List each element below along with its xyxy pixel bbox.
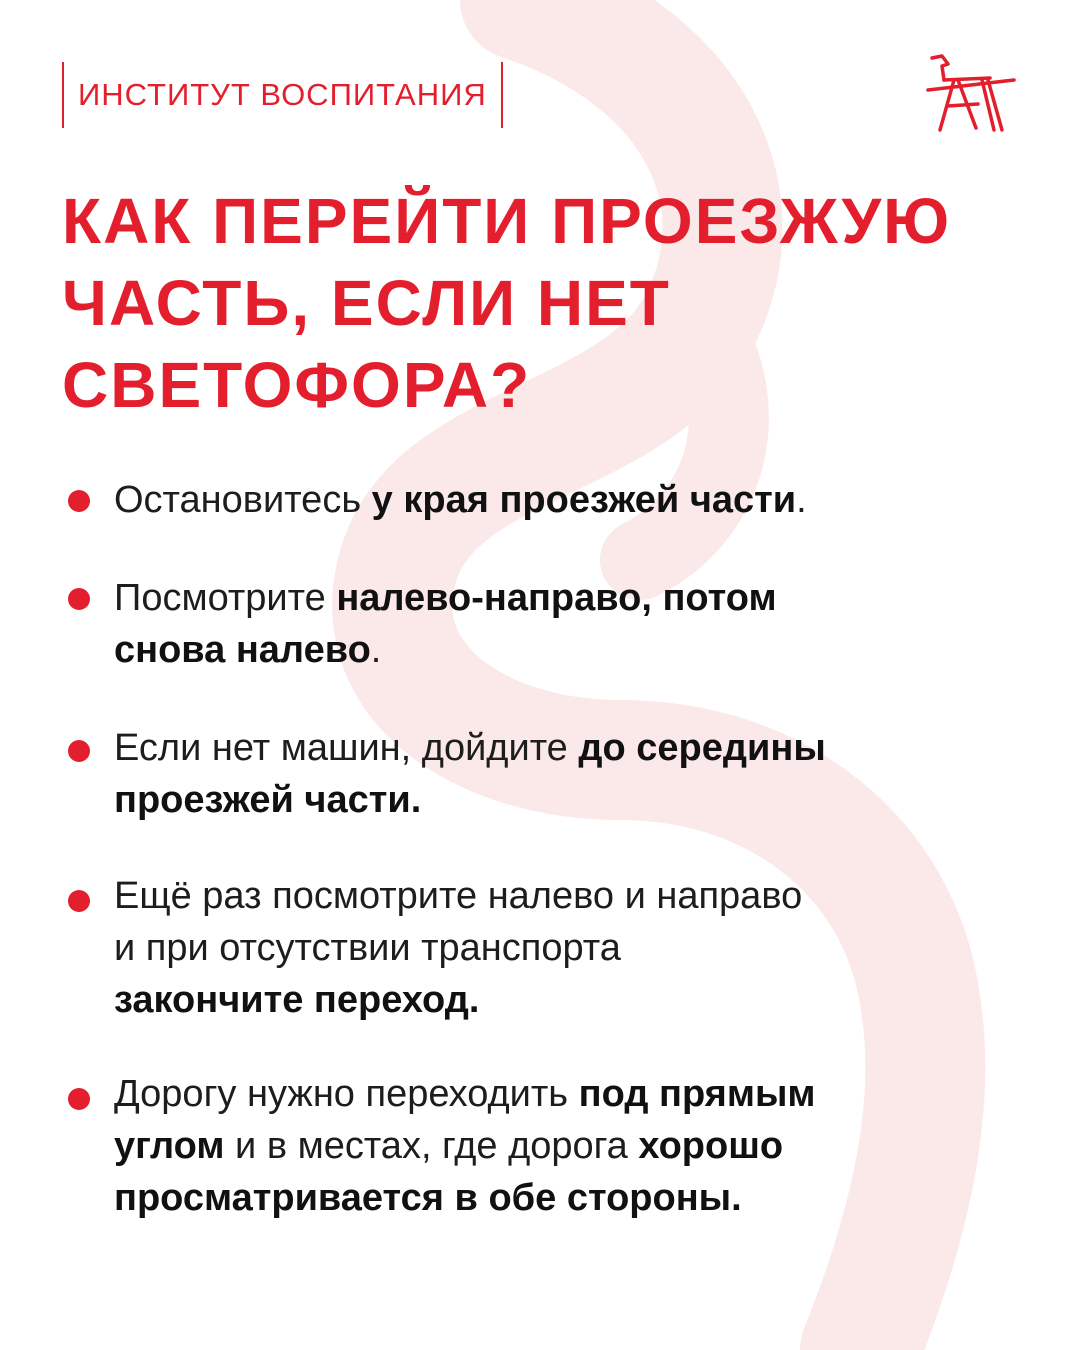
title-line-1: КАК ПЕРЕЙТИ ПРОЕЗЖУЮ xyxy=(62,185,952,257)
item-text-bold: просматривается в обе стороны. xyxy=(114,1177,742,1219)
item-text-bold: у края проезжей части xyxy=(371,479,797,521)
item-text: . xyxy=(796,479,807,521)
list-item xyxy=(114,722,1014,826)
list-item xyxy=(114,1068,1014,1224)
item-text-bold: под прямым xyxy=(578,1073,816,1115)
bullet-dot xyxy=(68,490,90,512)
bullet-dot xyxy=(68,1088,90,1110)
bullet-dot xyxy=(68,588,90,610)
item-text-bold: налево-направо, потом xyxy=(336,577,777,619)
item-text: и в местах, где дорога xyxy=(224,1125,639,1167)
item-text-bold: закончите переход. xyxy=(114,979,480,1021)
org-name: ИНСТИТУТ ВОСПИТАНИЯ xyxy=(78,77,487,112)
title-line-3: СВЕТОФОРА? xyxy=(62,349,532,421)
item-text-bold: проезжей части. xyxy=(114,779,422,821)
item-text-bold: углом xyxy=(114,1125,225,1167)
item-text-bold: до середины xyxy=(578,727,826,769)
item-text-bold: хорошо xyxy=(638,1125,784,1167)
item-text: . xyxy=(370,629,382,671)
item-text: Остановитесь xyxy=(114,479,372,521)
title-line-2: ЧАСТЬ, ЕСЛИ НЕТ xyxy=(62,267,671,339)
list-item xyxy=(114,870,1014,1026)
item-text-bold: снова налево xyxy=(114,629,371,671)
item-text: Дорогу нужно переходить xyxy=(114,1073,579,1115)
bullet-dot xyxy=(68,890,90,912)
item-text: Посмотрите xyxy=(114,577,337,619)
bullet-dot xyxy=(68,740,90,762)
list-item xyxy=(114,572,1014,676)
item-text: Ещё раз посмотрите налево и направо xyxy=(114,875,803,917)
item-text: и при отсутствии транспорта xyxy=(114,927,621,969)
item-text: Если нет машин, дойдите xyxy=(114,727,579,769)
list-item xyxy=(114,474,1014,526)
